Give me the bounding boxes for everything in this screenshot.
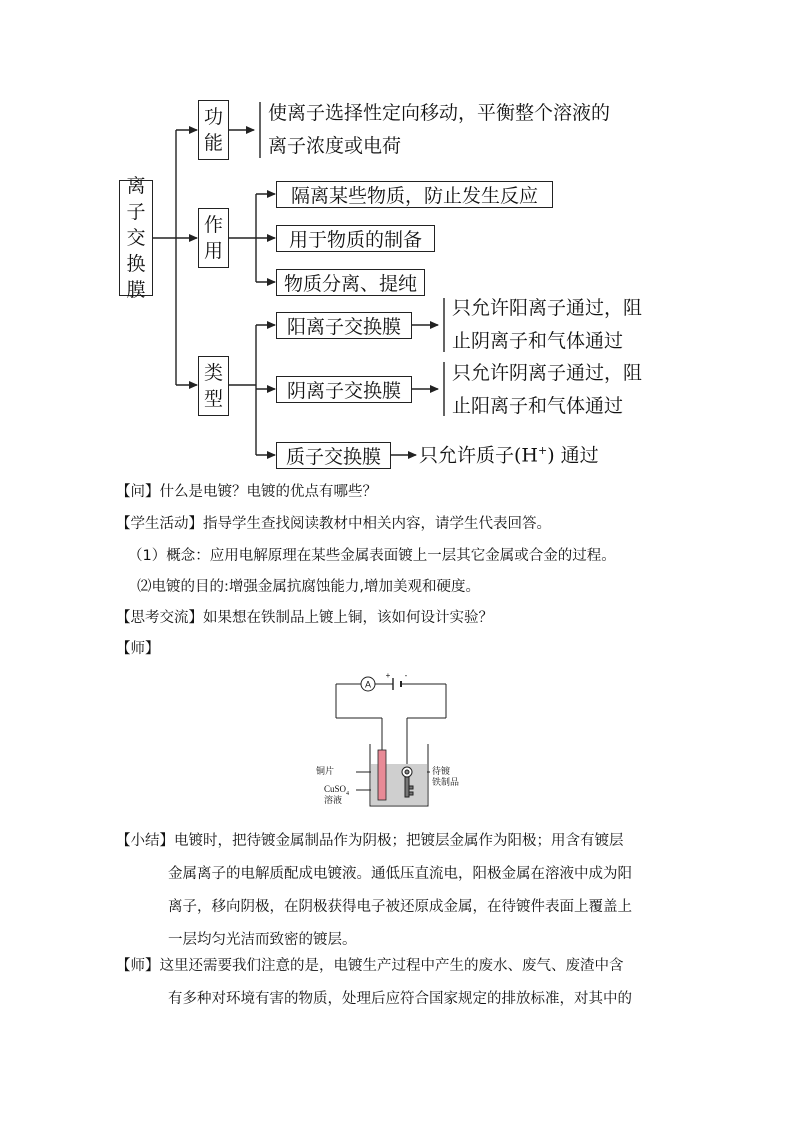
teacher-tag-1: 【师】 [116,641,160,657]
solution-label-sub: 4 [346,790,350,797]
proton-desc-sup: + [537,444,548,457]
copper-electrode [378,750,386,800]
teacher-tag-2: 【师】 [116,958,160,974]
summary-tag: 【小结】 [116,833,174,849]
usage-char: 用 [203,240,223,262]
types-box [198,356,229,416]
electroplating-apparatus [330,668,470,813]
types-char: 型 [203,388,223,410]
concept-paragraph: （1）概念：应用电解原理在某些金属表面镀上一层其它金属或合金的过程。 [128,548,616,564]
think-paragraph [116,608,493,628]
teacher-note-line2: 有多种对环境有害的物质，处理后应符合国家规定的排放标准，对其中的 [168,991,632,1007]
anion-membrane-box: 阴离子交换膜 [276,376,412,403]
anion-desc-line1: 只允许阴离子通过，阻 [452,362,643,384]
proton-desc [419,445,599,465]
solution-label-formula: CuSO [324,784,347,794]
battery-minus: - [404,671,408,680]
types-char: 类 [203,362,223,384]
ammeter-label: A [364,679,372,690]
function-box [198,100,229,160]
function-char: 功 [203,106,223,128]
root-box [119,175,153,301]
activity-tag: 【学生活动】 [116,516,203,532]
usage-box [198,208,229,268]
cation-desc-line2: 止阴离子和气体通过 [452,330,624,352]
copper-label: 铜片 [316,766,335,776]
summary-line4: 一层均匀光洁而致密的镀层。 [168,932,357,948]
root-char: 离 [126,175,146,197]
purpose-paragraph: ⑵电镀的目的:增强金属抗腐蚀能力,增加美观和硬度。 [137,579,480,595]
function-char: 能 [203,132,223,154]
root-char: 换 [126,253,146,275]
item-label-2: 铁制品 [432,777,460,787]
question-paragraph [116,482,377,502]
proton-desc-pre: 只允许质子(H [419,444,538,467]
root-char: 子 [126,201,146,223]
solution-label-2: 溶液 [324,795,343,805]
summary-paragraph [116,825,696,957]
teacher-note-line1: 这里还需要我们注意的是，电镀生产过程中产生的废水、废气、废渣中含 [159,958,624,974]
proton-membrane-box: 质子交换膜 [276,442,391,469]
anion-desc-line2: 止阳离子和气体通过 [452,395,624,417]
cation-desc-line1: 只允许阳离子通过，阻 [452,297,643,319]
usage-item-isolate: 隔离某些物质，防止发生反应 [276,181,553,208]
activity-paragraph [116,514,551,534]
summary-line1: 电镀时，把待镀金属制品作为阴极；把镀层金属作为阳极；用含有镀层 [174,833,624,849]
summary-line2: 金属离子的电解质配成电镀液。通低压直流电，阳极金属在溶液中成为阳 [168,866,632,882]
usage-item-separate: 物质分离、提纯 [276,269,425,296]
teacher-note-paragraph [116,950,696,1016]
battery-plus: + [385,671,391,680]
summary-line3: 离子，移向阴极，在阴极获得电子被还原成金属，在待镀件表面上覆盖上 [168,899,632,915]
cation-membrane-box: 阳离子交换膜 [276,312,412,339]
root-char: 膜 [126,279,146,301]
electroplating-figure [316,668,470,813]
proton-desc-post: ) 通过 [547,444,599,467]
question-text: 什么是电镀？电镀的优点有哪些？ [159,484,377,500]
question-tag: 【问】 [116,484,160,500]
function-desc-line2: 离子浓度或电荷 [268,135,402,157]
think-text: 如果想在铁制品上镀上铜，该如何设计实验？ [203,610,493,626]
function-desc-line1: 使离子选择性定向移动，平衡整个溶液的 [268,102,611,124]
item-label-1: 待镀 [432,766,451,776]
think-tag: 【思考交流】 [116,610,203,626]
activity-text: 指导学生查找阅读教材中相关内容，请学生代表回答。 [203,516,551,532]
root-char: 交 [126,227,146,249]
usage-item-prepare: 用于物质的制备 [276,225,435,252]
usage-char: 作 [203,214,223,236]
